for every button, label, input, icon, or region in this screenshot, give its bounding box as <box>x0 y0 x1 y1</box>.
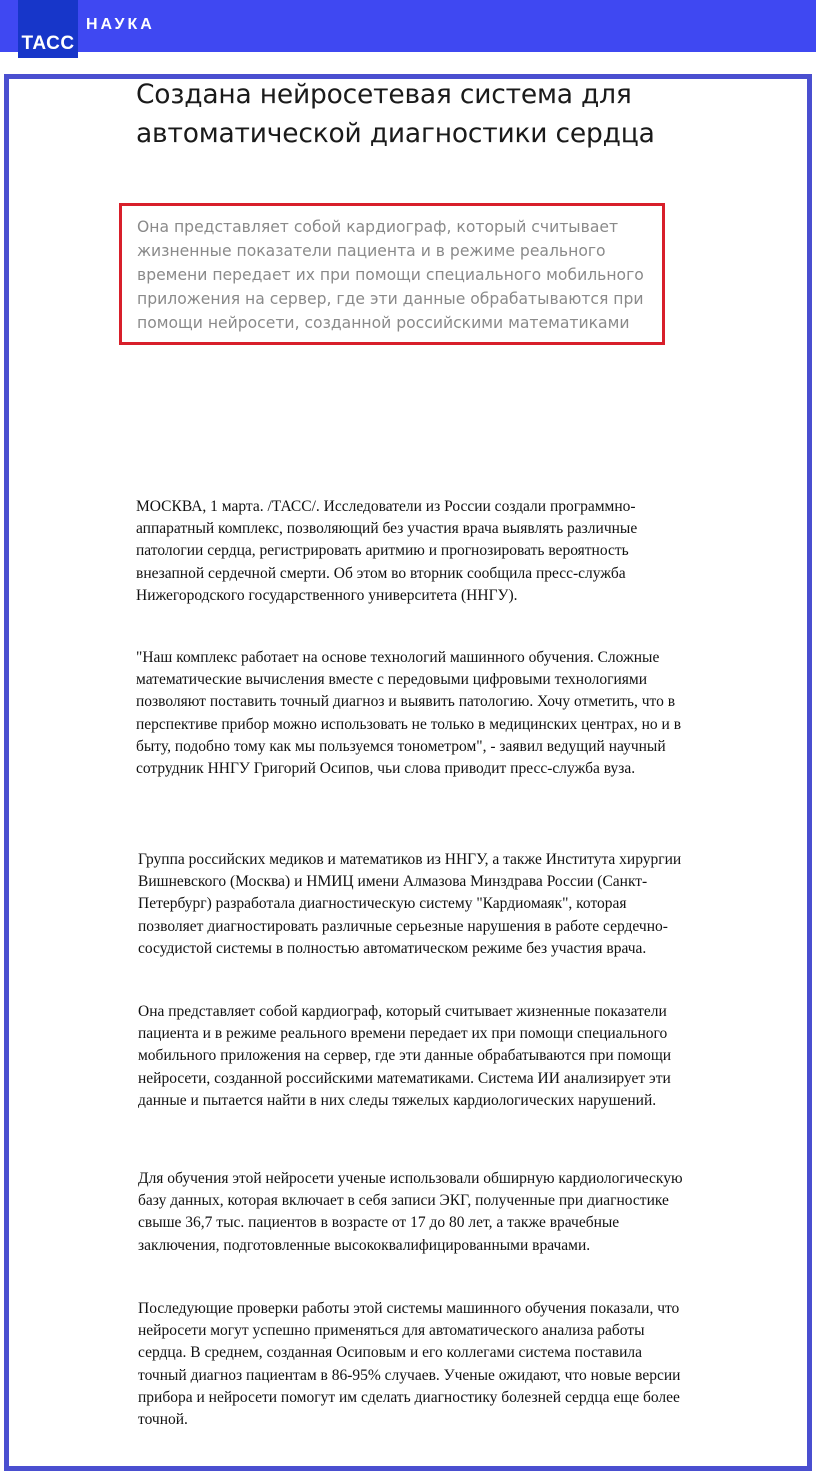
article-paragraph-2: "Наш комплекс работает на основе технологий машинного обучения. Сложные математические вычисления вместе с передовыми цифровыми технологиями позволяют поставить точный диагноз и выявить патологию. Хочу отметить, что в перспективе прибор можно использовать не только в медицинских центрах, но и в быту, подобно тому как мы пользуемся тонометром", - заявил ведущий научный сотрудник ННГУ Григорий Осипов, чьи слова приводит пресс-служба вуза. <box>136 649 682 778</box>
article-paragraph-1: МОСКВА, 1 марта. /ТАСС/. Исследователи из России создали программно-аппаратный комплекс, позволяющий без участия врача выявлять различные патологии сердца, регистрировать аритмию и прогнозировать вероятность внезапной сердечной смерти. Об этом во вторник сообщила пресс-служба Нижегородского государственного университета (ННГУ). <box>136 498 638 604</box>
article-lead: Она представляет собой кардиограф, который считывает жизненные показатели пациента и в режиме реального времени передает их при помощи специального мобильного приложения на сервер, где эти данные обрабатываются при помощи нейросети, созданной российскими математиками <box>137 218 644 332</box>
lead-highlight-box <box>119 203 665 345</box>
tass-logo[interactable] <box>18 0 78 58</box>
logo-text: ТАСС <box>21 33 75 54</box>
article-image-area <box>136 359 676 439</box>
article-frame <box>4 74 812 1471</box>
article-title: Создана нейросетевая система для автоматической диагностики сердца <box>136 79 655 149</box>
section-link-science[interactable]: НАУКА <box>86 16 155 33</box>
article-paragraph-3: Группа российских медиков и математиков из ННГУ, а также Института хирургии Вишневского (Москва) и НМИЦ имени Алмазова Минздрава России (Санкт-Петербург) разработала диагностическую систему "Кардиомаяк", которая позволяет диагностировать различные серьезные нарушения в работе сердечно-сосудистой системы в полностью автоматическом режиме без участия врача. <box>138 851 682 957</box>
article-paragraph-4: Она представляет собой кардиограф, который считывает жизненные показатели пациента и в режиме реального времени передает их при помощи специального мобильного приложения на сервер, где эти данные обрабатываются при помощи нейросети, созданной российскими математиками. Система ИИ анализирует эти данные и пытается найти в них следы тяжелых кардиологических нарушений. <box>138 1003 672 1109</box>
article-paragraph-6: Последующие проверки работы этой системы машинного обучения показали, что нейросети могут успешно применяться для автоматического анализа работы сердца. В среднем, созданная Осиповым и его коллегами система поставила точный диагноз пациентам в 86-95% случаев. Ученые ожидают, что новые версии прибора и нейросети помогут им сделать диагностику болезней сердца еще более точной. <box>138 1300 681 1429</box>
site-header <box>0 0 816 60</box>
article-body <box>9 79 807 1466</box>
article-paragraph-5: Для обучения этой нейросети ученые использовали обширную кардиологическую базу данных, которая включает в себя записи ЭКГ, полученные при диагностике свыше 36,7 тыс. пациентов в возрасте от 17 до 80 лет, а также врачебные заключения, подготовленные высококвалифицированными врачами. <box>138 1170 683 1254</box>
